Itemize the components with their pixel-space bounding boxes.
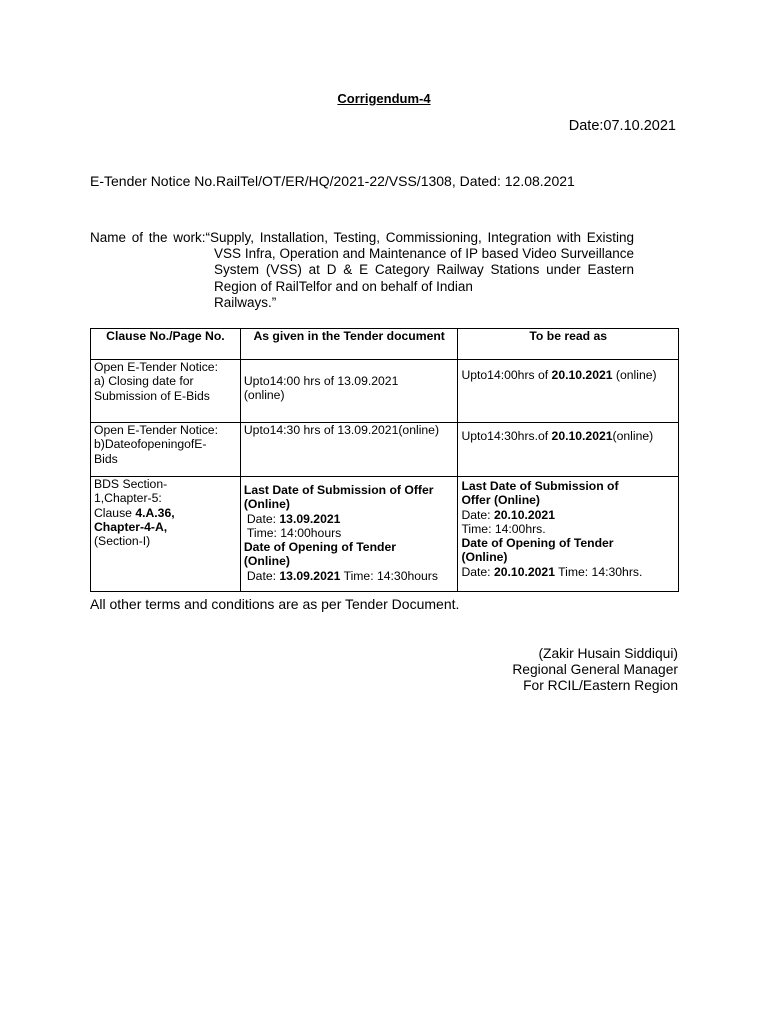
clause-chapter-text: Chapter-4-A,	[94, 519, 168, 534]
signatory-designation: Regional General Manager	[512, 662, 678, 677]
to-be-read-cell	[458, 477, 679, 592]
signatory-organization: For RCIL/Eastern Region	[523, 678, 678, 693]
clause-text: BDS Section-	[94, 477, 168, 491]
read-heading	[461, 536, 675, 550]
to-be-read-cell	[458, 360, 679, 423]
to-be-read-cell	[458, 423, 679, 477]
clause-cell	[91, 360, 241, 423]
date-label: Date:	[246, 568, 280, 583]
signature-block	[512, 646, 678, 694]
given-heading-text: Last Date of Submission of Offer	[243, 483, 434, 497]
clause-text: (Section-I)	[94, 534, 151, 549]
read-date: 20.10.2021	[551, 368, 613, 382]
time-value: Time: 14:30hrs.	[554, 564, 643, 579]
given-date-line	[244, 512, 455, 526]
work-line-3: Railways.”	[214, 294, 277, 310]
read-date-line	[461, 565, 675, 579]
header-as-given: As given in the Tender document	[240, 329, 458, 360]
given-time-line: Time: 14:00hours	[246, 525, 342, 540]
read-text: (online)	[612, 368, 657, 382]
clause-text: Bids	[94, 451, 118, 466]
read-heading-text: Date of Opening of Tender	[461, 536, 614, 551]
terms-statement: All other terms and conditions are as per Tender Document.	[90, 596, 460, 612]
clause-text: 1,Chapter-5:	[94, 491, 162, 506]
as-given-cell	[240, 477, 458, 592]
given-heading-text: (Online)	[243, 554, 290, 569]
as-given-cell	[240, 423, 458, 477]
clause-text: a) Closing date for	[94, 374, 194, 389]
clause-chapter	[94, 520, 237, 534]
table-row	[91, 477, 679, 592]
given-text: Upto14:00 hrs of 13.09.2021	[243, 374, 399, 388]
work-line-1: Name of the work:“Supply, Installation, Testing, Commissioning, Integration with Existing	[90, 230, 634, 245]
table-row	[91, 360, 679, 423]
clause-text: Open E-Tender Notice:	[94, 360, 218, 374]
table-header-row	[91, 329, 679, 360]
date-label: Date:	[461, 564, 494, 579]
clause-cell	[91, 477, 241, 592]
work-line-2: VSS Infra, Operation and Maintenance of IP based Video Surveillance System (VSS) at D & E Category Railway Stations under Eastern Region of RailTelfor and on behalf of Indian	[214, 246, 634, 294]
corrigendum-table	[90, 328, 679, 592]
clause-text	[94, 506, 237, 520]
read-text: Upto14:30hrs.of	[461, 429, 552, 443]
date-label: Date:	[461, 507, 494, 522]
header-clause: Clause No./Page No.	[91, 329, 241, 360]
read-text: Upto14:00hrs of	[461, 368, 552, 382]
clause-text: Open E-Tender Notice:	[94, 423, 218, 437]
given-text: Upto14:30 hrs of 13.09.2021(online)	[243, 423, 440, 437]
read-heading-text: Offer (Online)	[461, 493, 540, 508]
name-of-work	[90, 230, 634, 311]
date-value: 13.09.2021	[279, 568, 341, 583]
given-heading-text: Date of Opening of Tender	[243, 540, 396, 555]
read-heading	[461, 493, 675, 507]
given-date-line	[244, 569, 455, 583]
read-heading-text: Last Date of Submission of	[461, 479, 619, 493]
read-date: 20.10.2021	[551, 429, 613, 443]
tender-notice-reference: E-Tender Notice No.RailTel/OT/ER/HQ/2021-22/VSS/1308, Dated: 12.08.2021	[90, 173, 575, 189]
given-heading	[244, 497, 455, 511]
document-title: Corrigendum-4	[337, 91, 431, 106]
document-date: Date:07.10.2021	[568, 118, 676, 134]
read-time-line: Time: 14:00hrs.	[461, 521, 546, 536]
given-heading	[244, 483, 455, 497]
date-label: Date:	[246, 511, 280, 526]
date-value: 13.09.2021	[279, 511, 341, 526]
read-heading	[461, 550, 675, 564]
clause-text: Submission of E-Bids	[94, 388, 210, 403]
signatory-name: (Zakir Husain Siddiqui)	[538, 646, 678, 661]
given-heading	[244, 540, 455, 554]
clause-prefix: Clause	[94, 505, 136, 520]
clause-cell	[91, 423, 241, 477]
read-text: (online)	[612, 429, 654, 443]
clause-text: b)DateofopeningofE-	[94, 437, 207, 452]
as-given-cell	[240, 360, 458, 423]
read-heading-text: (Online)	[461, 550, 508, 565]
given-heading	[244, 554, 455, 568]
time-value: Time: 14:30hours	[340, 568, 438, 583]
clause-number: 4.A.36,	[135, 505, 175, 520]
table-row	[91, 423, 679, 477]
read-heading	[461, 479, 675, 493]
date-value: 20.10.2021	[493, 507, 555, 522]
given-text: (online)	[243, 388, 285, 403]
read-date-line	[461, 508, 675, 522]
date-value: 20.10.2021	[493, 564, 555, 579]
header-to-be-read: To be read as	[458, 329, 679, 360]
given-heading-text: (Online)	[243, 497, 290, 512]
